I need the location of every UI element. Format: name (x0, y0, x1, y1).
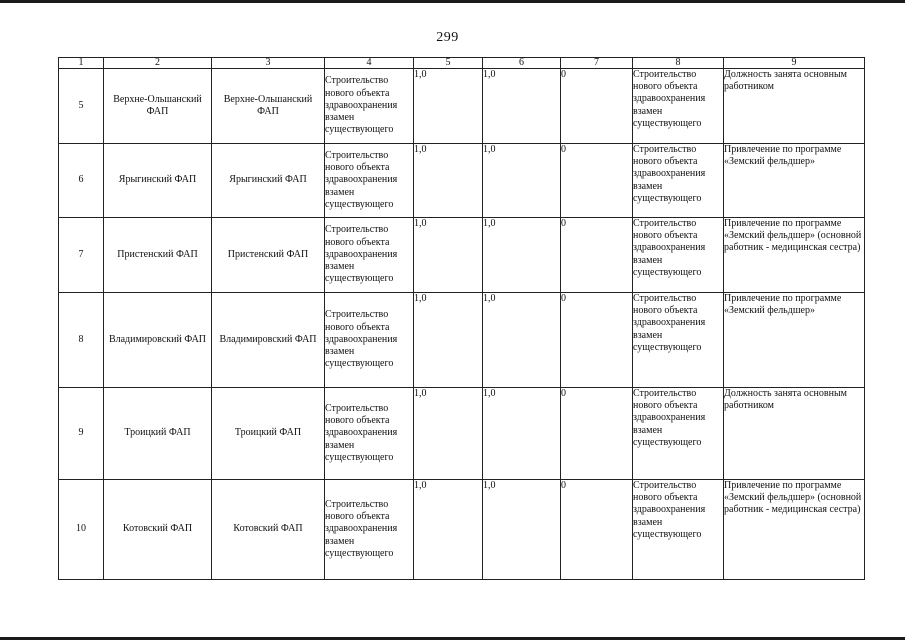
header-row (59, 58, 865, 69)
note-cell: Привлечение по программе «Земский фельдшер» (основной работник - медицинская сестра) (724, 480, 865, 580)
planned-work-cell: Строительство нового объекта здравоохранения взамен существующего (325, 480, 414, 580)
value-col7-cell: 0 (561, 293, 633, 388)
facility-name-cell: Пристенский ФАП (104, 218, 212, 293)
header-cell: 9 (724, 58, 865, 69)
work-col8-cell: Строительство нового объекта здравоохранения взамен существующего (633, 293, 724, 388)
value-col6-cell: 1,0 (483, 144, 561, 218)
facility-official-name-cell: Верхне-Ольшанский ФАП (212, 69, 325, 144)
note-cell: Должность занята основным работником (724, 69, 865, 144)
value-col5-cell: 1,0 (414, 480, 483, 580)
row-number-cell: 9 (59, 388, 104, 480)
facility-name-cell: Владимировский ФАП (104, 293, 212, 388)
table-row (59, 144, 865, 218)
data-table (58, 57, 865, 580)
facility-official-name-cell: Котовский ФАП (212, 480, 325, 580)
note-cell: Привлечение по программе «Земский фельдшер» (724, 293, 865, 388)
value-col5-cell: 1,0 (414, 218, 483, 293)
planned-work-cell: Строительство нового объекта здравоохранения взамен существующего (325, 388, 414, 480)
table-row (59, 69, 865, 144)
row-number-cell: 8 (59, 293, 104, 388)
row-number-cell: 10 (59, 480, 104, 580)
planned-work-cell: Строительство нового объекта здравоохранения взамен существующего (325, 293, 414, 388)
facility-name-cell: Троицкий ФАП (104, 388, 212, 480)
facility-name-cell: Верхне-Ольшанский ФАП (104, 69, 212, 144)
table-row (59, 218, 865, 293)
value-col6-cell: 1,0 (483, 293, 561, 388)
table-row (59, 293, 865, 388)
header-cell: 8 (633, 58, 724, 69)
table-row (59, 388, 865, 480)
header-cell: 5 (414, 58, 483, 69)
facility-official-name-cell: Троицкий ФАП (212, 388, 325, 480)
row-number-cell: 6 (59, 144, 104, 218)
value-col6-cell: 1,0 (483, 69, 561, 144)
header-cell: 6 (483, 58, 561, 69)
facility-official-name-cell: Пристенский ФАП (212, 218, 325, 293)
value-col7-cell: 0 (561, 218, 633, 293)
value-col7-cell: 0 (561, 388, 633, 480)
facility-official-name-cell: Владимировский ФАП (212, 293, 325, 388)
work-col8-cell: Строительство нового объекта здравоохранения взамен существующего (633, 69, 724, 144)
value-col7-cell: 0 (561, 144, 633, 218)
page-number: 299 (436, 30, 459, 45)
value-col5-cell: 1,0 (414, 388, 483, 480)
value-col5-cell: 1,0 (414, 69, 483, 144)
work-col8-cell: Строительство нового объекта здравоохранения взамен существующего (633, 388, 724, 480)
note-cell: Должность занята основным работником (724, 388, 865, 480)
value-col7-cell: 0 (561, 69, 633, 144)
header-cell: 2 (104, 58, 212, 69)
row-number-cell: 7 (59, 218, 104, 293)
planned-work-cell: Строительство нового объекта здравоохранения взамен существующего (325, 144, 414, 218)
value-col6-cell: 1,0 (483, 388, 561, 480)
header-cell: 7 (561, 58, 633, 69)
row-number-cell: 5 (59, 69, 104, 144)
note-cell: Привлечение по программе «Земский фельдшер» (основной работник - медицинская сестра) (724, 218, 865, 293)
value-col6-cell: 1,0 (483, 480, 561, 580)
value-col6-cell: 1,0 (483, 218, 561, 293)
page-edge-top (0, 0, 905, 3)
facility-name-cell: Котовский ФАП (104, 480, 212, 580)
header-cell: 3 (212, 58, 325, 69)
planned-work-cell: Строительство нового объекта здравоохранения взамен существующего (325, 218, 414, 293)
work-col8-cell: Строительство нового объекта здравоохранения взамен существующего (633, 480, 724, 580)
table-row (59, 480, 865, 580)
work-col8-cell: Строительство нового объекта здравоохранения взамен существующего (633, 144, 724, 218)
value-col5-cell: 1,0 (414, 144, 483, 218)
planned-work-cell: Строительство нового объекта здравоохранения взамен существующего (325, 69, 414, 144)
value-col5-cell: 1,0 (414, 293, 483, 388)
value-col7-cell: 0 (561, 480, 633, 580)
work-col8-cell: Строительство нового объекта здравоохранения взамен существующего (633, 218, 724, 293)
header-cell: 4 (325, 58, 414, 69)
note-cell: Привлечение по программе «Земский фельдшер» (724, 144, 865, 218)
facility-official-name-cell: Ярыгинский ФАП (212, 144, 325, 218)
facility-name-cell: Ярыгинский ФАП (104, 144, 212, 218)
header-cell: 1 (59, 58, 104, 69)
